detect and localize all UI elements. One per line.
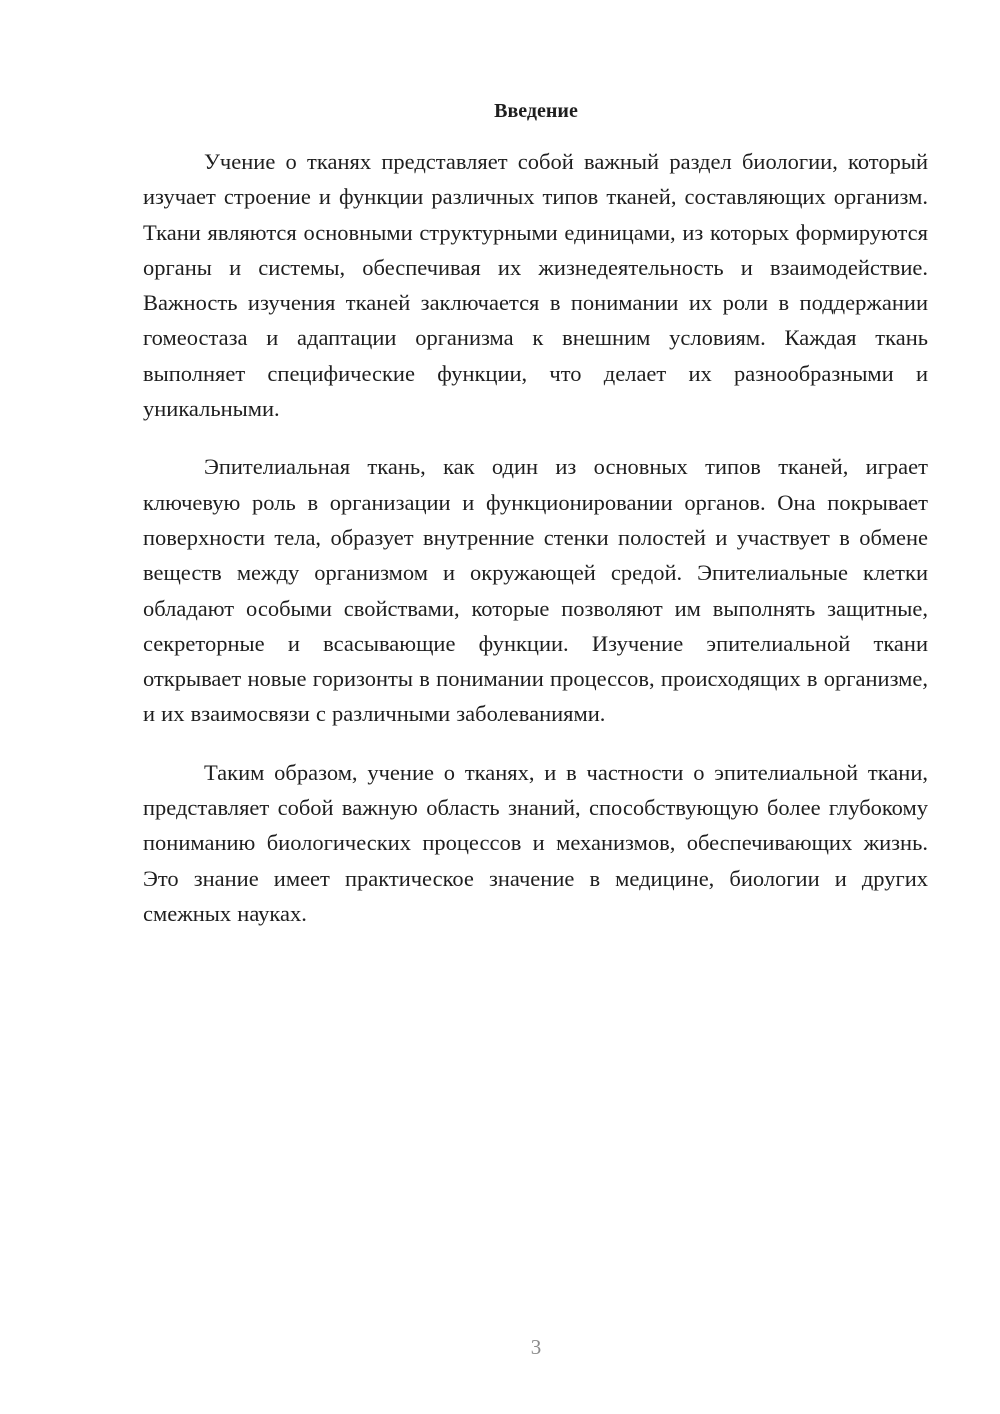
body-text [143,144,928,931]
paragraph-1: Учение о тканях представляет собой важный раздел биологии, который изучает строение и функции различных типов тканей, составляющих организм. Ткани являются основными структурными единицами, из которых формируются органы и системы, обеспечивая их жизнедеятельность и взаимодействие. Важность изучения тканей заключается в понимании их роли в поддержании гомеостаза и адаптации организма к внешним условиям. Каждая ткань выполняет специфические функции, что делает их разнообразными и уникальными. [143,149,928,422]
paragraph-3: Таким образом, учение о тканях, и в частности о эпителиальной ткани, представляет собой важную область знаний, способствующую более глубокому пониманию биологических процессов и механизмов, обеспечивающих жизнь. Это знание имеет практическое значение в медицине, биологии и других смежных науках. [143,759,928,926]
paragraph-2: Эпителиальная ткань, как один из основных типов тканей, играет ключевую роль в организации и функционировании органов. Она покрывает поверхности тела, образует внутренние стенки полостей и участвует в обмене веществ между организмом и окружающей средой. Эпителиальные клетки обладают особыми свойствами, которые позволяют им выполнять защитные, секреторные и всасывающие функции. Изучение эпителиальной ткани открывает новые горизонты в понимании процессов, происходящих в организме, и их взаимосвязи с различными заболеваниями. [143,454,928,727]
section-title: Введение [494,100,578,122]
page-number: 3 [530,1335,542,1359]
